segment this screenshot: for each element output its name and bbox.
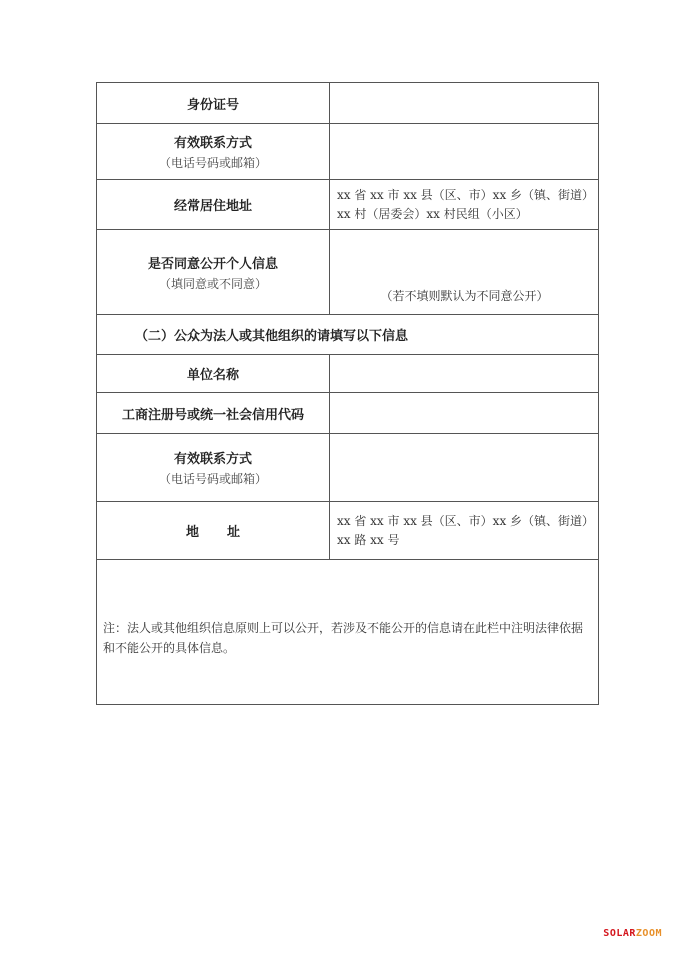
contact-label-cell <box>97 124 330 180</box>
info-form-table <box>96 82 599 705</box>
row-contact <box>97 124 599 180</box>
row-address <box>97 180 599 230</box>
watermark-prefix: SOLAR <box>603 928 636 939</box>
consent-field[interactable]: （若不填则默认为不同意公开） <box>330 230 599 315</box>
note-field[interactable]: 注：法人或其他组织信息原则上可以公开，若涉及不能公开的信息请在此栏中注明法律依据和不能公开的具体信息。 <box>97 560 599 705</box>
row-section-organization <box>97 315 599 355</box>
watermark-suffix: ZOOM <box>635 928 662 939</box>
consent-label: 是否同意公开个人信息 <box>147 256 278 272</box>
solarzoom-watermark <box>603 928 662 939</box>
unit-name-label: 单位名称 <box>97 355 330 393</box>
address-label: 经常居住地址 <box>97 180 330 230</box>
contact-sub-label: （电话号码或邮箱） <box>158 156 267 170</box>
registration-field[interactable] <box>330 393 599 434</box>
organization-section-title: （二）公众为法人或其他组织的请填写以下信息 <box>97 315 599 355</box>
row-registration <box>97 393 599 434</box>
address-field[interactable]: xx 省 xx 市 xx 县（区、市）xx 乡（镇、街道）xx 村（居委会）xx 村民组（小区） <box>330 180 599 230</box>
org-contact-field[interactable] <box>330 434 599 502</box>
org-address-label: 地址 <box>185 525 268 540</box>
org-address-label-cell <box>97 502 330 560</box>
row-id-number <box>97 83 599 124</box>
registration-label: 工商注册号或统一社会信用代码 <box>97 393 330 434</box>
contact-field[interactable] <box>330 124 599 180</box>
row-unit-name <box>97 355 599 393</box>
unit-name-field[interactable] <box>330 355 599 393</box>
id-number-field[interactable] <box>330 83 599 124</box>
row-consent <box>97 230 599 315</box>
org-contact-label-cell <box>97 434 330 502</box>
id-number-label: 身份证号 <box>97 83 330 124</box>
row-note <box>97 560 599 705</box>
consent-sub-label: （填同意或不同意） <box>158 276 267 291</box>
org-address-field[interactable]: xx 省 xx 市 xx 县（区、市）xx 乡（镇、街道）xx 路 xx 号 <box>330 502 599 560</box>
contact-label: 有效联系方式 <box>173 136 252 151</box>
row-org-contact <box>97 434 599 502</box>
consent-label-cell <box>97 230 330 315</box>
row-org-address <box>97 502 599 560</box>
org-contact-sub-label: （电话号码或邮箱） <box>158 472 267 486</box>
org-contact-label: 有效联系方式 <box>173 452 252 467</box>
